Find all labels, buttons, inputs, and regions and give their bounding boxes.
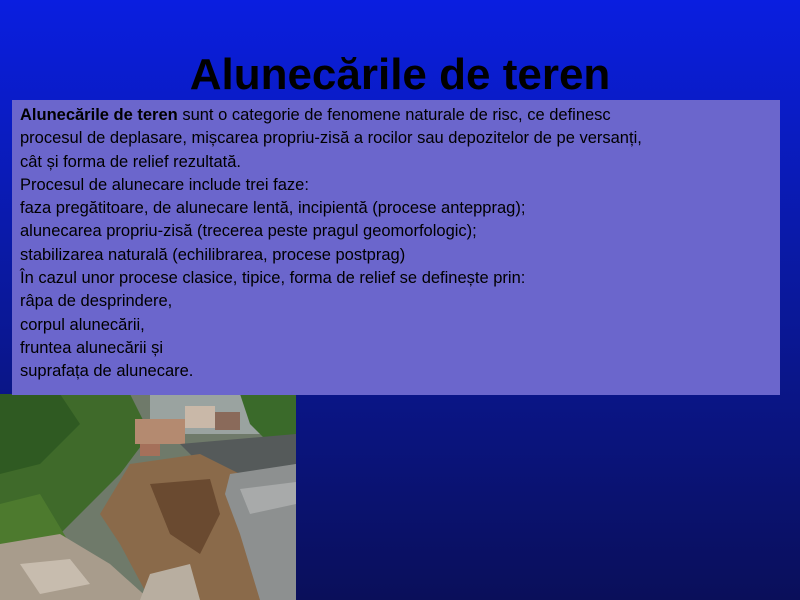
text-line-4: Procesul de alunecare include trei faze: bbox=[20, 175, 309, 194]
text-line-5: faza pregătitoare, de alunecare lentă, incipientă (procese antepprag); bbox=[20, 199, 526, 218]
landslide-photo bbox=[0, 394, 296, 600]
text-line-1-rest: sunt o categorie de fenomene naturale de risc, ce definesc bbox=[177, 106, 611, 124]
text-line-6: alunecarea propriu-zisă (trecerea peste pragul geomorfologic); bbox=[20, 222, 477, 241]
text-line-2: procesul de deplasare, mișcarea propriu-zisă a rocilor sau depozitelor de pe versanți, bbox=[20, 129, 642, 148]
text-line-12: suprafața de alunecare. bbox=[20, 362, 194, 381]
text-line-9: râpa de desprindere, bbox=[20, 292, 173, 311]
text-line-8: În cazul unor procese clasice, tipice, forma de relief se definește prin: bbox=[20, 269, 526, 288]
term-bold: Alunecările de teren bbox=[20, 106, 178, 124]
text-line-3: cât și forma de relief rezultată. bbox=[20, 152, 242, 171]
text-line-7: stabilizarea naturală (echilibrarea, procese postprag) bbox=[20, 245, 406, 264]
text-line-10: corpul alunecării, bbox=[20, 315, 145, 334]
content-textbox bbox=[12, 100, 780, 395]
text-line-11: fruntea alunecării și bbox=[20, 338, 164, 357]
slide-title: Alunecările de teren bbox=[189, 50, 611, 99]
text-line-1 bbox=[20, 104, 772, 127]
